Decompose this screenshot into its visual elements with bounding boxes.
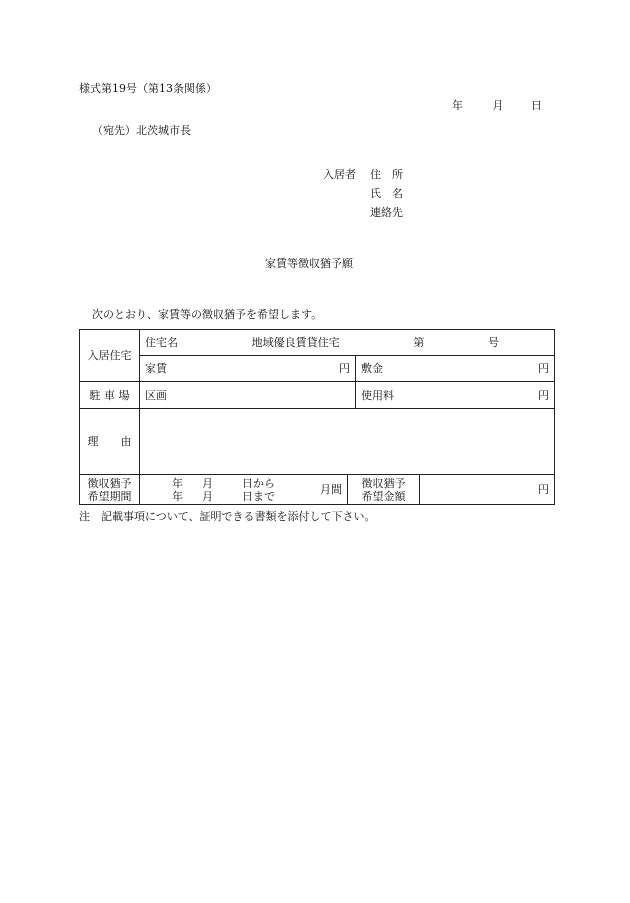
housing-name-cell[interactable] bbox=[140, 330, 555, 356]
rent-cell[interactable] bbox=[140, 356, 356, 382]
footnote: 注 記載事項について、証明できる書類を添付して下さい。 bbox=[79, 510, 376, 523]
housing-number-suffix: 号 bbox=[488, 336, 500, 349]
form-number: 様式第19号（第13条関係） bbox=[79, 82, 217, 95]
address-label: 住 所 bbox=[370, 168, 403, 181]
period-to-month: 月 bbox=[202, 489, 213, 503]
rent-yen: 円 bbox=[339, 362, 350, 375]
period-to-year: 年 bbox=[172, 489, 183, 503]
period-dates-cell[interactable] bbox=[140, 475, 348, 505]
contact-label: 連絡先 bbox=[370, 206, 403, 219]
deposit-label: 敷金 bbox=[361, 362, 383, 375]
addressee: （宛先）北茨城市長 bbox=[92, 124, 191, 137]
application-table bbox=[79, 329, 555, 505]
date-day-label: 日 bbox=[531, 99, 542, 112]
deposit-yen: 円 bbox=[538, 362, 550, 375]
parking-section-cell[interactable] bbox=[140, 382, 356, 409]
date-line bbox=[452, 99, 542, 113]
period-label-line1: 徴収猶予 bbox=[87, 476, 132, 490]
amount-label-line1: 徴収猶予 bbox=[361, 476, 406, 490]
period-to-day: 日まで bbox=[242, 489, 275, 503]
housing-number-prefix: 第 bbox=[413, 336, 425, 349]
parking-fee-label: 使用料 bbox=[361, 388, 394, 402]
name-label: 氏 名 bbox=[370, 187, 403, 200]
period-from-year: 年 bbox=[172, 476, 183, 490]
period-label bbox=[80, 475, 140, 505]
date-month-label: 月 bbox=[492, 99, 504, 112]
parking-label: 駐 車 場 bbox=[80, 382, 140, 409]
parking-fee-yen: 円 bbox=[538, 388, 550, 402]
amount-label bbox=[348, 475, 420, 505]
date-year-label: 年 bbox=[452, 99, 463, 112]
period-from-month: 月 bbox=[202, 476, 213, 490]
housing-name-label: 住宅名 bbox=[145, 336, 178, 349]
parking-section-label: 区画 bbox=[145, 388, 167, 402]
period-from-day: 日から bbox=[242, 476, 275, 490]
parking-fee-cell[interactable] bbox=[356, 382, 555, 409]
document-title: 家賃等徴収猶予願 bbox=[265, 257, 353, 270]
housing-type: 地域優良賃貸住宅 bbox=[251, 336, 340, 349]
period-label-line2: 希望期間 bbox=[87, 489, 132, 503]
applicant-title: 入居者 bbox=[323, 168, 356, 181]
intro-text: 次のとおり、家賃等の徴収猶予を希望します。 bbox=[92, 308, 323, 321]
reason-label: 理 由 bbox=[80, 409, 140, 475]
period-to-line bbox=[172, 490, 282, 503]
period-from-line bbox=[172, 477, 282, 490]
deposit-cell[interactable] bbox=[356, 356, 555, 382]
amount-input-cell[interactable] bbox=[420, 475, 555, 505]
housing-label: 入居住宅 bbox=[80, 330, 140, 382]
amount-label-line2: 希望金額 bbox=[361, 489, 406, 503]
rent-label: 家賃 bbox=[145, 362, 167, 375]
reason-input-cell[interactable] bbox=[140, 409, 555, 475]
amount-yen: 円 bbox=[538, 483, 550, 496]
period-months-unit: 月間 bbox=[320, 483, 342, 496]
